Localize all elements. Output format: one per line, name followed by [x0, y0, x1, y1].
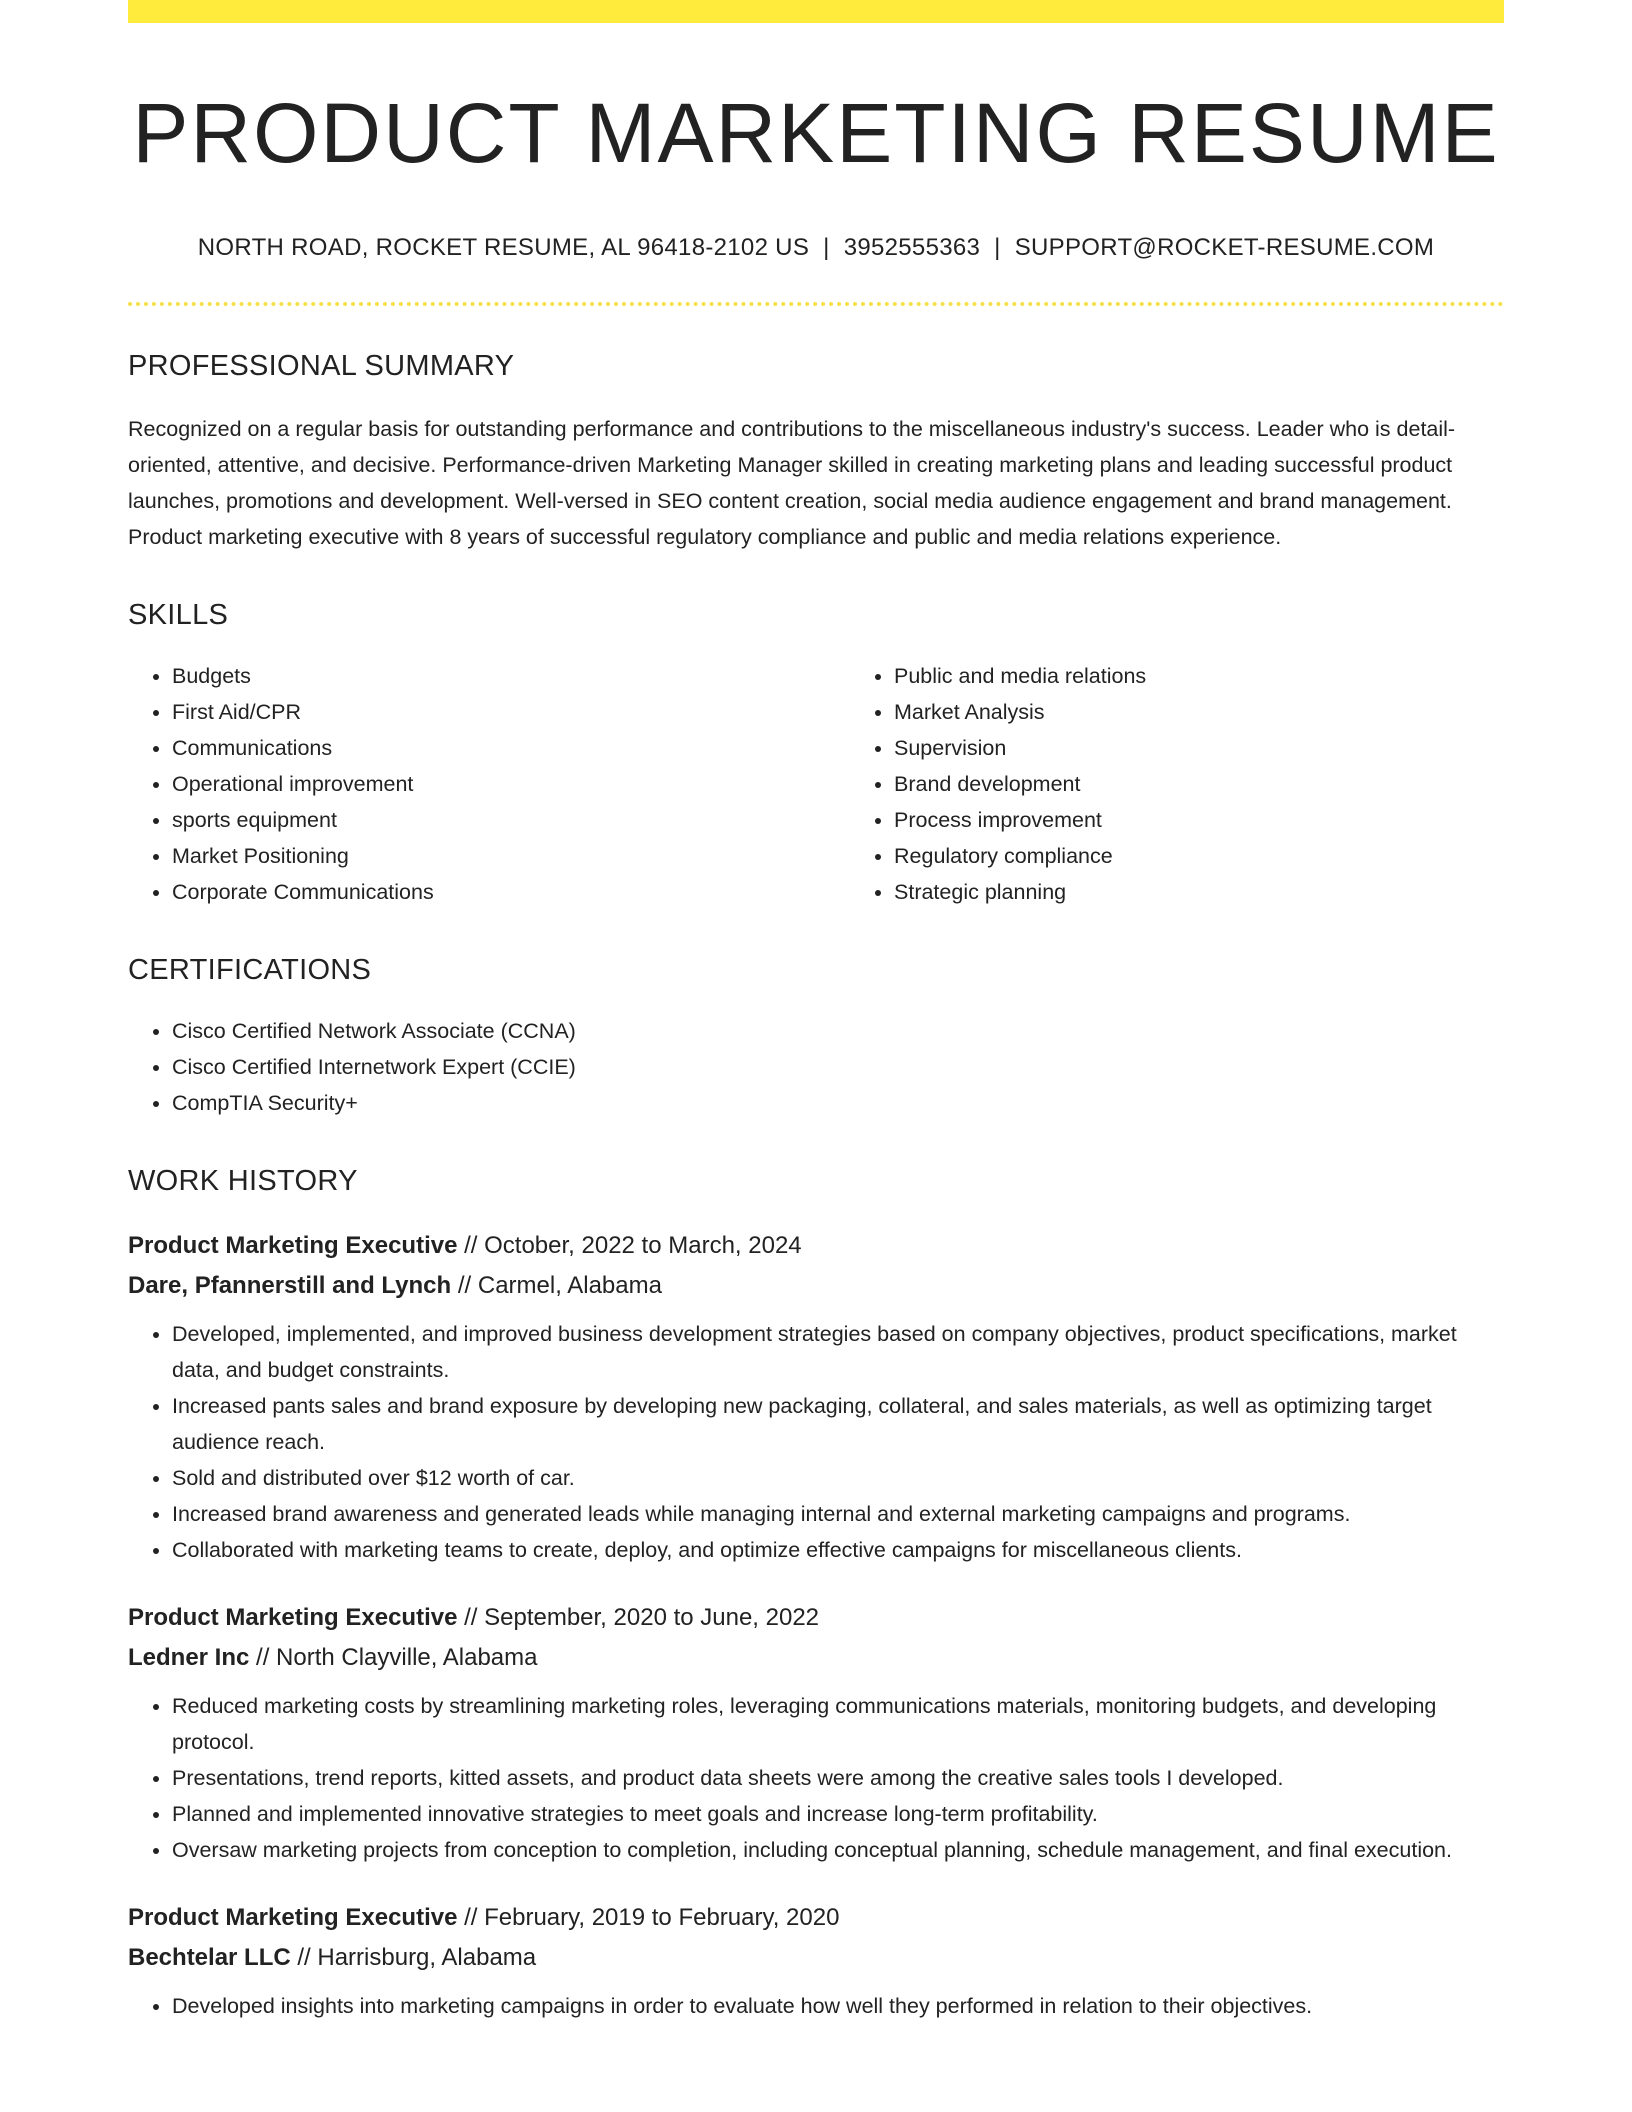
certification-item: • Cisco Certified Network Associate (CCNA)	[172, 1013, 1504, 1049]
contact-address: NORTH ROAD, ROCKET RESUME, AL 96418-2102 US	[197, 233, 810, 261]
job-location: // North Clayville, Alabama	[249, 1643, 538, 1671]
contact-phone: 3952555363	[843, 233, 981, 261]
contact-separator: |	[823, 233, 830, 261]
skills-column-left	[128, 658, 850, 910]
skill-item: • Public and media relations	[894, 658, 1572, 694]
job-company-line	[128, 1638, 1504, 1678]
job-title-line	[128, 1598, 1504, 1638]
job-entry	[128, 1898, 1504, 2024]
job-bullet: • Developed, implemented, and improved business development strategies based on company objectives, product specifications, market data, and budget constraints.	[172, 1316, 1504, 1388]
skill-item: • sports equipment	[172, 802, 850, 838]
skill-item: • Communications	[172, 730, 850, 766]
skill-item: • Operational improvement	[172, 766, 850, 802]
contact-line	[128, 234, 1504, 262]
job-dates: // October, 2022 to March, 2024	[457, 1231, 802, 1259]
job-company: Bechtelar LLC	[128, 1943, 291, 1971]
certifications-list	[128, 1013, 1504, 1121]
job-title: Product Marketing Executive	[128, 1903, 458, 1931]
skill-item: • Budgets	[172, 658, 850, 694]
job-company-line	[128, 1266, 1504, 1306]
skill-item: • Regulatory compliance	[894, 838, 1572, 874]
contact-separator: |	[994, 233, 1001, 261]
job-bullet: • Sold and distributed over $12 worth of car.	[172, 1460, 1504, 1496]
certification-item: • Cisco Certified Internetwork Expert (CCIE)	[172, 1049, 1504, 1085]
job-dates: // September, 2020 to June, 2022	[457, 1603, 820, 1631]
certifications-heading: CERTIFICATIONS	[128, 953, 372, 986]
contact-email: SUPPORT@ROCKET-RESUME.COM	[1014, 233, 1435, 261]
job-bullets	[128, 1316, 1504, 1568]
skill-item: • Brand development	[894, 766, 1572, 802]
job-company: Ledner Inc	[128, 1643, 250, 1671]
job-bullets	[128, 1688, 1504, 1868]
job-entry	[128, 1226, 1504, 1568]
job-bullet: • Reduced marketing costs by streamlining marketing roles, leveraging communications materials, monitoring budgets, and developing protocol.	[172, 1688, 1504, 1760]
job-bullet: • Developed insights into marketing campaigns in order to evaluate how well they performed in relation to their objectives.	[172, 1988, 1504, 2024]
job-location: // Harrisburg, Alabama	[290, 1943, 537, 1971]
job-bullet: • Planned and implemented innovative strategies to meet goals and increase long-term profitability.	[172, 1796, 1504, 1832]
skill-item: • First Aid/CPR	[172, 694, 850, 730]
certification-item: • CompTIA Security+	[172, 1085, 1504, 1121]
job-bullet: • Oversaw marketing projects from conception to completion, including conceptual planning, schedule management, and final execution.	[172, 1832, 1504, 1868]
job-title-line	[128, 1898, 1504, 1938]
skill-item: • Corporate Communications	[172, 874, 850, 910]
job-dates: // February, 2019 to February, 2020	[457, 1903, 840, 1931]
job-title: Product Marketing Executive	[128, 1603, 458, 1631]
job-bullet: • Collaborated with marketing teams to create, deploy, and optimize effective campaigns for miscellaneous clients.	[172, 1532, 1504, 1568]
dotted-divider	[128, 302, 1504, 306]
job-bullet: • Increased pants sales and brand exposure by developing new packaging, collateral, and sales materials, as well as optimizing target audience reach.	[172, 1388, 1504, 1460]
skill-item: • Strategic planning	[894, 874, 1572, 910]
job-entry	[128, 1598, 1504, 1868]
top-accent-bar	[128, 0, 1504, 23]
job-title: Product Marketing Executive	[128, 1231, 458, 1259]
job-location: // Carmel, Alabama	[451, 1271, 662, 1299]
skills-column-right	[850, 658, 1572, 910]
resume-page	[128, 0, 1504, 2024]
job-company: Dare, Pfannerstill and Lynch	[128, 1271, 452, 1299]
summary-text: Recognized on a regular basis for outstanding performance and contributions to the miscellaneous industry's success. Leader who is detail-oriented, attentive, and decisive. Performance-driven Marketing Manager skilled in creating marketing plans and leading successful product launches, promotions and development. Well-versed in SEO content creation, social media audience engagement and brand management. Product marketing executive with 8 years of successful regulatory compliance and public and media relations experience.	[128, 416, 1456, 549]
skill-item: • Market Positioning	[172, 838, 850, 874]
skill-item: • Process improvement	[894, 802, 1572, 838]
job-bullet: • Increased brand awareness and generated leads while managing internal and external marketing campaigns and programs.	[172, 1496, 1504, 1532]
skills-heading: SKILLS	[128, 598, 229, 631]
skill-item: • Supervision	[894, 730, 1572, 766]
skill-item: • Market Analysis	[894, 694, 1572, 730]
job-bullets	[128, 1988, 1504, 2024]
job-title-line	[128, 1226, 1504, 1266]
work-history-heading: WORK HISTORY	[128, 1164, 358, 1197]
skills-list	[128, 658, 1504, 910]
resume-title: PRODUCT MARKETING RESUME	[132, 86, 1500, 180]
job-company-line	[128, 1938, 1504, 1978]
summary-heading: PROFESSIONAL SUMMARY	[128, 349, 515, 382]
job-bullet: • Presentations, trend reports, kitted assets, and product data sheets were among the creative sales tools I developed.	[172, 1760, 1504, 1796]
